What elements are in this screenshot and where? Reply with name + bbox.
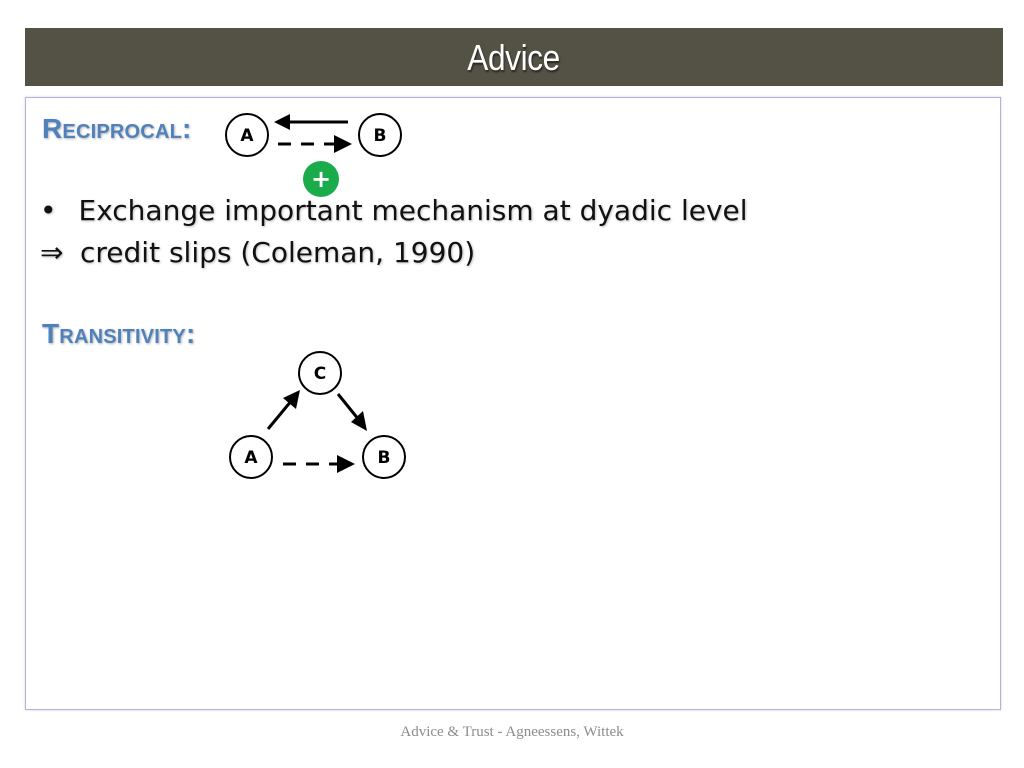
reciprocal-node-a bbox=[226, 114, 268, 156]
solid-arrow-a-to-c bbox=[268, 400, 292, 429]
svg-text:B: B bbox=[373, 126, 387, 146]
title-bar bbox=[25, 28, 1003, 86]
arrowhead-b bbox=[334, 135, 352, 153]
content-frame bbox=[25, 97, 1001, 710]
bullet-line-1 bbox=[40, 194, 748, 227]
implies-line bbox=[40, 236, 475, 269]
transitivity-node-a bbox=[230, 436, 272, 478]
transitivity-heading: Transitivity: bbox=[42, 318, 196, 349]
transitivity-node-b bbox=[363, 436, 405, 478]
reciprocal-diagram bbox=[220, 108, 420, 200]
implies-symbol: ⇒ bbox=[40, 236, 64, 269]
slide-footer: Advice & Trust - Agneessens, Wittek bbox=[400, 724, 624, 740]
transitivity-diagram bbox=[225, 345, 425, 485]
arrowhead-a bbox=[274, 114, 290, 130]
svg-text:A: A bbox=[240, 126, 254, 146]
svg-text:A: A bbox=[244, 448, 258, 468]
svg-text:C: C bbox=[313, 364, 327, 384]
svg-text:B: B bbox=[377, 448, 391, 468]
plus-badge bbox=[303, 161, 339, 197]
solid-arrow-c-to-b bbox=[338, 394, 359, 420]
bullet-symbol: • bbox=[40, 194, 57, 227]
bullet-text: Exchange important mechanism at dyadic level bbox=[78, 194, 748, 227]
reciprocal-node-b bbox=[359, 114, 401, 156]
reciprocal-heading: Reciprocal: bbox=[42, 113, 192, 144]
implies-text: credit slips (Coleman, 1990) bbox=[80, 236, 476, 269]
svg-text:+: + bbox=[310, 165, 332, 193]
transitivity-node-c bbox=[299, 352, 341, 394]
arrowhead-b-left bbox=[337, 455, 355, 473]
slide-title: Advice bbox=[467, 37, 561, 78]
